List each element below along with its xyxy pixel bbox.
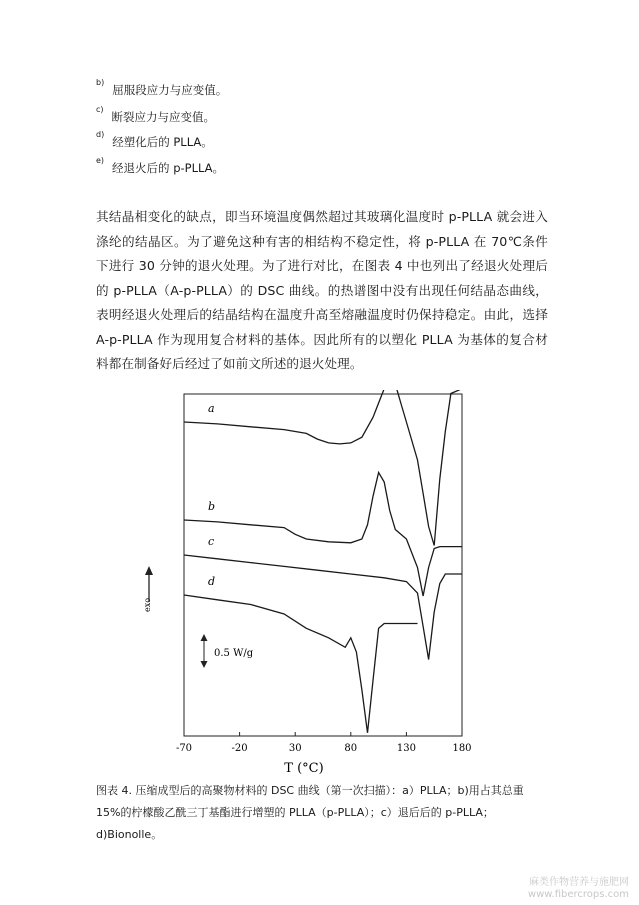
- footnote-b: $^{b)}$屈服段应力与应变值。: [96, 78, 228, 97]
- curve-b: [184, 473, 462, 597]
- dsc-chart: [136, 390, 496, 775]
- x-tick-label: -20: [231, 743, 248, 754]
- watermark-line-2: www.fibercrops.com: [527, 889, 629, 900]
- footnote-e: $^{e)}$经退火后的 p-PLLA。: [96, 156, 225, 175]
- scale-bar-top-arrow: [201, 634, 208, 641]
- curve-label-c: c: [208, 535, 215, 548]
- watermark-line-1: 麻类作物营养与施肥网: [529, 877, 629, 888]
- curve-label-a: a: [208, 402, 215, 415]
- scale-bar-bottom-arrow: [201, 661, 208, 668]
- plot-frame: [184, 394, 462, 736]
- curve-d: [184, 595, 418, 733]
- x-tick-label: 80: [344, 743, 358, 754]
- caption-line-2: 15%的柠檬酸乙酰三丁基酯进行增塑的 PLLA（p-PLLA）；c）退后后的 p-PLLA；d)Bionolle。: [96, 806, 494, 841]
- curve-label-b: b: [208, 500, 216, 513]
- x-tick-label: 180: [452, 743, 472, 754]
- x-tick-label: -70: [175, 743, 193, 754]
- x-tick-label: 30: [288, 743, 302, 754]
- scale-bar-label: 0.5 W/g: [214, 648, 254, 659]
- x-tick-label: 130: [396, 743, 416, 754]
- body-paragraph: 其结晶相变化的缺点，即当环境温度偶然超过其玻璃化温度时 p-PLLA 就会进入涤纶的结晶区。为了避免这种有害的相结构不稳定性，将 p-PLLA 在 70℃条件下进行 30 分钟的退火处理。为了进行对比，在图表 4 中也列出了经退火处理后的 p-PLLA（A-p-PLLA）的 DSC 曲线。的热谱图中没有出现任何结晶态曲线，表明经退火处理后的结晶结构在温度升高至熔融温度时仍保持稳定。由此，选择 A-p-PLLA 作为现用复合材料的基体。因此所有的以塑化 PLLA 为基体的复合材料都在制备好后经过了如前文所述的退火处理。: [96, 209, 548, 371]
- footnote-d: $^{d)}$经塑化后的 PLLA。: [96, 130, 213, 149]
- curve-label-d: d: [208, 575, 216, 588]
- watermark: [528, 877, 629, 901]
- x-axis-label: T (°C): [284, 761, 324, 775]
- dsc-figure: [136, 390, 496, 779]
- y-axis-label: exo: [143, 597, 152, 612]
- exo-arrow-head: [145, 566, 153, 575]
- footnote-c: $^{c)}$断裂应力与应变值。: [96, 105, 216, 124]
- curve-c: [184, 555, 462, 660]
- caption-line-1: 图表 4. 压缩成型后的高聚物材料的 DSC 曲线（第一次扫描）：a）PLLA；b)用占其总重: [96, 784, 524, 797]
